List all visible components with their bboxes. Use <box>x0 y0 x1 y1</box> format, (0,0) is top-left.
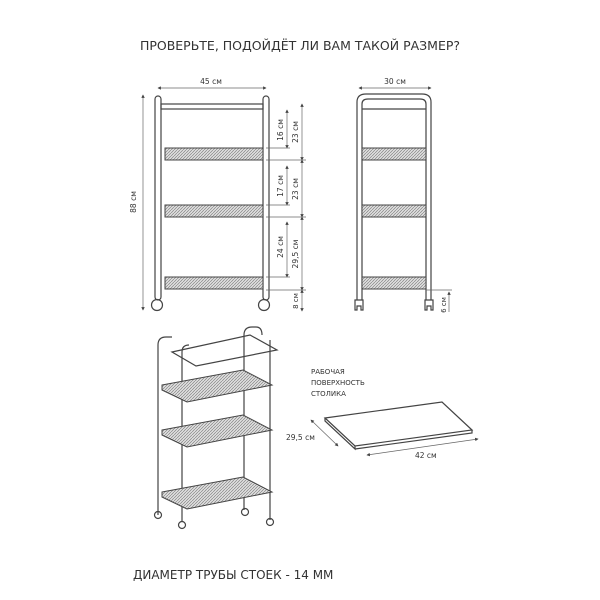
gap-outer-2: 23 см <box>291 178 300 200</box>
foot-height-label: 6 см <box>440 297 448 313</box>
page-title: ПРОВЕРЬТЕ, ПОДОЙДЁТ ЛИ ВАМ ТАКОЙ РАЗМЕР? <box>139 38 461 53</box>
work-surface <box>286 368 478 460</box>
cart-perspective-drawing <box>155 327 278 529</box>
gap-inner-1: 16 см <box>276 119 285 141</box>
surface-label-1: РАБОЧАЯ <box>311 368 345 376</box>
front-view <box>129 77 306 311</box>
surface-label-2: ПОВЕРХНОСТЬ <box>311 379 365 387</box>
wheel-icon <box>179 522 186 529</box>
surface-width-label: 42 см <box>415 451 437 460</box>
gap-inner-3: 24 см <box>276 236 285 258</box>
wheel-icon <box>242 509 249 516</box>
front-height-label: 88 см <box>129 191 138 213</box>
pipe-diameter-note: ДИАМЕТР ТРУБЫ СТОЕК - 14 ММ <box>133 568 334 582</box>
surface-depth-label: 29,5 см <box>286 433 315 442</box>
wheel-height-label: 8 см <box>292 293 300 309</box>
side-view <box>355 77 452 313</box>
wheel-icon <box>152 300 163 311</box>
front-width-label: 45 см <box>200 77 222 86</box>
surface-label-3: СТОЛИКА <box>311 390 346 398</box>
gap-outer-3: 29,5 см <box>291 239 300 269</box>
side-depth-label: 30 см <box>384 77 406 86</box>
gap-outer-1: 23 см <box>291 121 300 143</box>
gap-inner-2: 17 см <box>276 175 285 197</box>
wheel-icon <box>259 300 270 311</box>
